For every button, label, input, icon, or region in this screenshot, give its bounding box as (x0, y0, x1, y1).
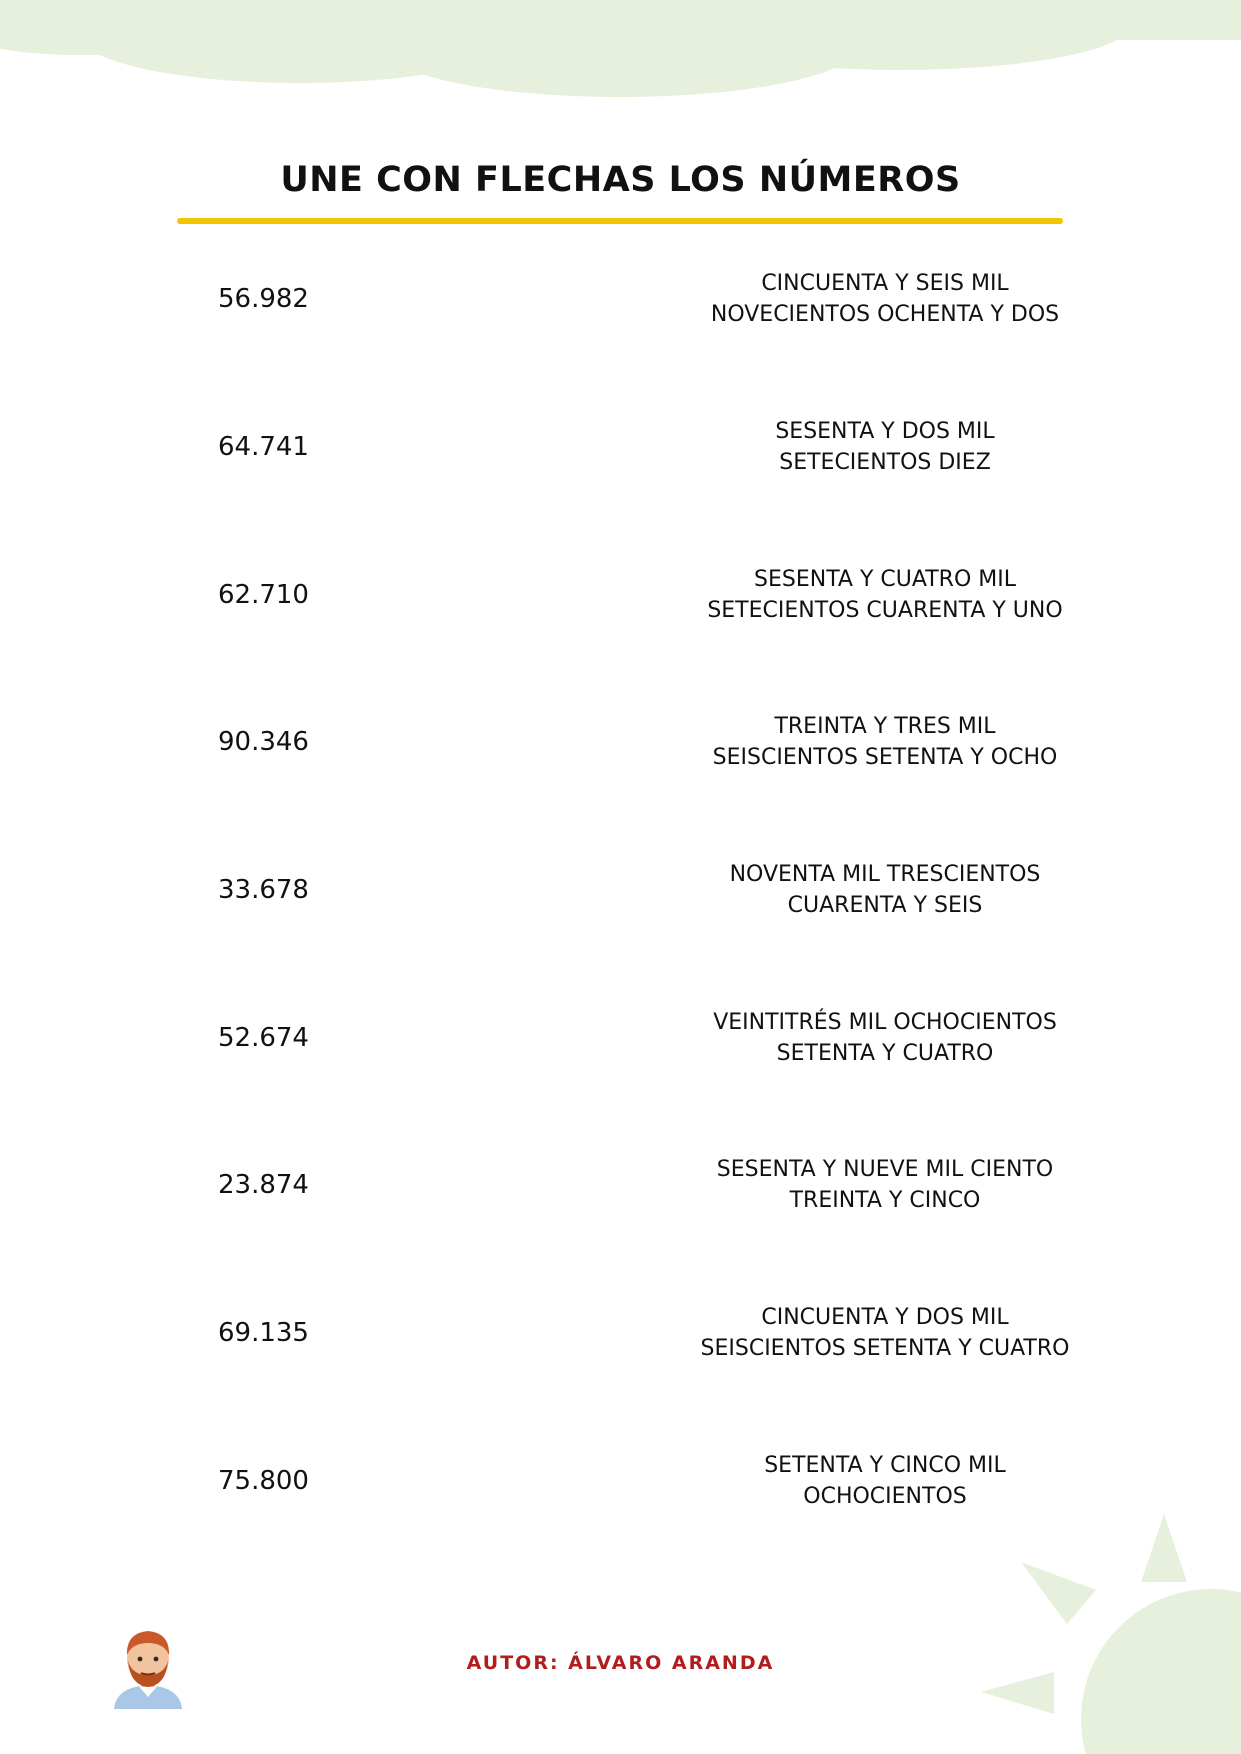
words-line-1: TREINTA Y TRES MIL (774, 714, 996, 739)
words-line-2: NOVECIENTOS OCHENTA Y DOS (710, 302, 1060, 327)
words-line-2: OCHOCIENTOS (803, 1484, 967, 1509)
number-value: 64.741 (218, 432, 309, 462)
number-in-words (660, 416, 1110, 478)
words-line-1: NOVENTA MIL TRESCIENTOS (729, 862, 1041, 887)
words-line-1: CINCUENTA Y SEIS MIL (761, 271, 1009, 296)
list-item (0, 244, 1241, 354)
number-value: 90.346 (218, 727, 309, 757)
words-line-1: SETENTA Y CINCO MIL (764, 1453, 1006, 1478)
number-in-words (660, 1007, 1110, 1069)
words-line-2: SETECIENTOS CUARENTA Y UNO (707, 598, 1063, 623)
words-line-2: SETENTA Y CUATRO (776, 1041, 994, 1066)
list-item (0, 392, 1241, 502)
page-title: UNE CON FLECHAS LOS NÚMEROS (280, 160, 961, 200)
list-item (0, 983, 1241, 1093)
words-line-1: SESENTA Y CUATRO MIL (754, 567, 1016, 592)
words-line-1: SESENTA Y NUEVE MIL CIENTO (716, 1157, 1054, 1182)
list-item (0, 1130, 1241, 1240)
words-line-2: SETECIENTOS DIEZ (779, 450, 991, 475)
words-line-1: VEINTITRÉS MIL OCHOCIENTOS (713, 1010, 1057, 1035)
list-item (0, 540, 1241, 650)
number-value: 33.678 (218, 875, 309, 905)
number-in-words (660, 564, 1110, 626)
number-value: 23.874 (218, 1170, 309, 1200)
number-in-words (660, 859, 1110, 921)
number-in-words (660, 711, 1110, 773)
words-line-2: CUARENTA Y SEIS (787, 893, 983, 918)
number-value: 62.710 (218, 580, 309, 610)
number-value: 69.135 (218, 1318, 309, 1348)
number-in-words (660, 1302, 1110, 1364)
words-line-2: SEISCIENTOS SETENTA Y OCHO (712, 745, 1058, 770)
list-item (0, 1278, 1241, 1388)
number-in-words (660, 1154, 1110, 1216)
author-label: AUTOR: ÁLVARO ARANDA (466, 1652, 775, 1674)
list-item (0, 687, 1241, 797)
number-in-words (660, 268, 1110, 330)
words-line-1: CINCUENTA Y DOS MIL (761, 1305, 1009, 1330)
number-value: 56.982 (218, 284, 309, 314)
number-value: 52.674 (218, 1023, 309, 1053)
number-value: 75.800 (218, 1466, 309, 1496)
list-item (0, 835, 1241, 945)
number-in-words (660, 1450, 1110, 1512)
words-line-2: SEISCIENTOS SETENTA Y CUATRO (700, 1336, 1070, 1361)
words-line-2: TREINTA Y CINCO (789, 1188, 981, 1213)
sun-decoration-icon (981, 1514, 1241, 1754)
words-line-1: SESENTA Y DOS MIL (775, 419, 995, 444)
